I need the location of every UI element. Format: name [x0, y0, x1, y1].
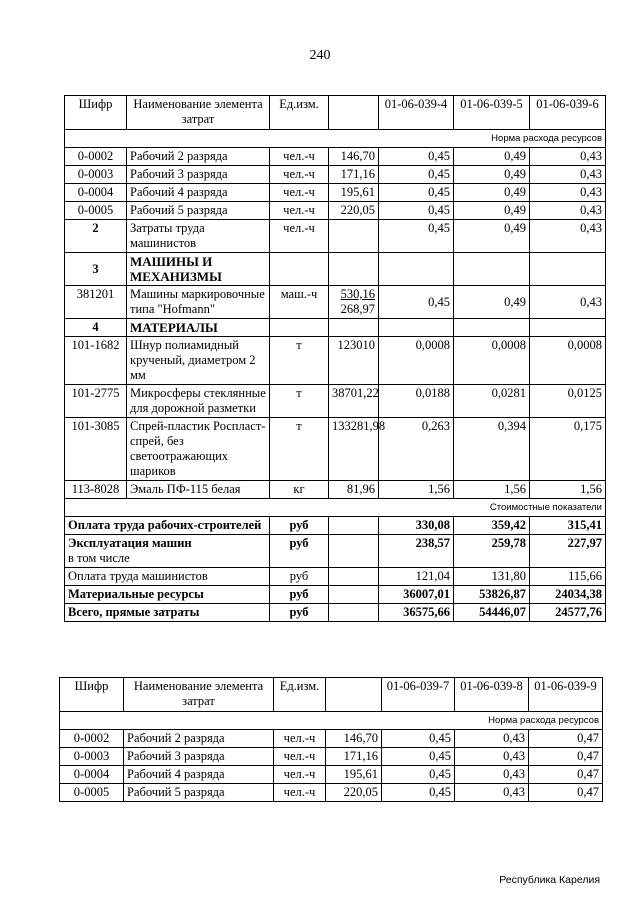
row-code: 0-0002 — [65, 148, 127, 166]
row-value-1: 0,45 — [379, 148, 454, 166]
table-row — [65, 481, 606, 499]
cost-unit: руб — [270, 604, 329, 622]
table-row — [60, 766, 603, 784]
row-unit: чел.-ч — [274, 748, 326, 766]
row-unit: чел.-ч — [270, 148, 329, 166]
row-code: 101-3085 — [65, 418, 127, 481]
cost-row — [65, 517, 606, 535]
cost-value-2: 359,42 — [454, 517, 530, 535]
footer-region: Республика Карелия — [499, 874, 600, 886]
row-unit: т — [270, 385, 329, 418]
cost-name: Оплата труда рабочих-строителей — [65, 517, 270, 535]
row-value-1: 0,45 — [382, 730, 455, 748]
table-row — [60, 730, 603, 748]
row-value-3: 0,47 — [529, 766, 603, 784]
cost-value-3: 24034,38 — [530, 586, 606, 604]
row-value-1: 0,0188 — [379, 385, 454, 418]
row-unit: чел.-ч — [270, 184, 329, 202]
row-value-1: 1,56 — [379, 481, 454, 499]
row-unit: чел.-ч — [270, 202, 329, 220]
table-header — [65, 96, 606, 130]
row-price: 171,16 — [329, 166, 379, 184]
section-row — [65, 319, 606, 337]
row-code: 101-2775 — [65, 385, 127, 418]
cost-value-2: 131,80 — [454, 568, 530, 586]
row-value-2: 0,49 — [454, 286, 530, 319]
row-value-2: 0,0008 — [454, 337, 530, 385]
cost-unit: руб — [270, 586, 329, 604]
row-unit: чел.-ч — [274, 784, 326, 802]
row-value-2: 0,394 — [454, 418, 530, 481]
cost-name-text: Эксплуатация машин — [68, 536, 192, 550]
cost-value-3: 115,66 — [530, 568, 606, 586]
cost-unit: руб — [270, 535, 329, 568]
row-code: 0-0002 — [60, 730, 124, 748]
row-value-3: 0,43 — [530, 220, 606, 253]
row-code: 0-0005 — [60, 784, 124, 802]
row-price: 195,61 — [326, 766, 382, 784]
cost-value-3: 227,97 — [530, 535, 606, 568]
row-value-3: 1,56 — [530, 481, 606, 499]
row-price — [329, 286, 379, 319]
row-value-1: 0,45 — [379, 202, 454, 220]
header-col-2: 01-06-039-8 — [455, 678, 529, 712]
row-price: 133281,98 — [329, 418, 379, 481]
row-name: Рабочий 2 разряда — [124, 730, 274, 748]
row-unit: т — [270, 337, 329, 385]
header-code: Шифр — [60, 678, 124, 712]
row-value-2: 0,49 — [454, 166, 530, 184]
table-row — [60, 784, 603, 802]
row-value-2: 0,43 — [455, 730, 529, 748]
row-code: 0-0005 — [65, 202, 127, 220]
row-value-3: 0,47 — [529, 730, 603, 748]
row-value-1: 0,45 — [382, 748, 455, 766]
table-row — [65, 286, 606, 319]
row-price: 220,05 — [326, 784, 382, 802]
cost-label: Стоимостные показатели — [65, 499, 606, 517]
row-code: 0-0004 — [65, 184, 127, 202]
table-row — [65, 418, 606, 481]
table-row — [65, 220, 606, 253]
cost-value-1: 121,04 — [379, 568, 454, 586]
cost-value-3: 24577,76 — [530, 604, 606, 622]
row-price — [329, 220, 379, 253]
row-value-1: 0,45 — [382, 766, 455, 784]
cost-value-2: 54446,07 — [454, 604, 530, 622]
row-value-3: 0,43 — [530, 286, 606, 319]
row-value-1: 0,45 — [379, 184, 454, 202]
table-row — [65, 202, 606, 220]
row-name: Спрей-пластик Роспласт-спрей, без светоотражающих шариков — [127, 418, 270, 481]
table-row — [65, 184, 606, 202]
cost-row — [65, 535, 606, 568]
resource-table-2 — [59, 677, 603, 802]
row-price: 146,70 — [326, 730, 382, 748]
row-name: Затраты труда машинистов — [127, 220, 270, 253]
cost-row — [65, 568, 606, 586]
header-col-3: 01-06-039-6 — [530, 96, 606, 130]
row-name: Рабочий 3 разряда — [124, 748, 274, 766]
row-price: 81,96 — [329, 481, 379, 499]
header-price — [326, 678, 382, 712]
row-value-3: 0,43 — [530, 148, 606, 166]
header-unit: Ед.изм. — [274, 678, 326, 712]
row-value-2: 0,43 — [455, 766, 529, 784]
row-value-2: 0,49 — [454, 202, 530, 220]
cost-value-1: 36007,01 — [379, 586, 454, 604]
row-name: Рабочий 2 разряда — [127, 148, 270, 166]
row-unit: чел.-ч — [270, 220, 329, 253]
row-value-2: 1,56 — [454, 481, 530, 499]
row-value-3: 0,43 — [530, 166, 606, 184]
header-unit: Ед.изм. — [270, 96, 329, 130]
row-name: Рабочий 4 разряда — [127, 184, 270, 202]
table-row — [65, 148, 606, 166]
row-name: Рабочий 3 разряда — [127, 166, 270, 184]
section-code: 3 — [65, 253, 127, 286]
row-value-2: 0,0281 — [454, 385, 530, 418]
norm-label-row — [60, 712, 603, 730]
cost-unit: руб — [270, 568, 329, 586]
row-unit: маш.-ч — [270, 286, 329, 319]
row-price: 123010 — [329, 337, 379, 385]
row-price: 195,61 — [329, 184, 379, 202]
cost-value-1: 238,57 — [379, 535, 454, 568]
header-col-1: 01-06-039-4 — [379, 96, 454, 130]
row-name: Эмаль ПФ-115 белая — [127, 481, 270, 499]
row-value-3: 0,43 — [530, 184, 606, 202]
row-value-3: 0,47 — [529, 748, 603, 766]
cost-unit: руб — [270, 517, 329, 535]
row-code: 381201 — [65, 286, 127, 319]
cost-row — [65, 604, 606, 622]
cost-value-2: 259,78 — [454, 535, 530, 568]
cost-subnote: в том числе — [68, 551, 130, 565]
row-name: Рабочий 4 разряда — [124, 766, 274, 784]
row-value-1: 0,45 — [379, 166, 454, 184]
cost-value-2: 53826,87 — [454, 586, 530, 604]
row-code: 113-8028 — [65, 481, 127, 499]
table-row — [65, 337, 606, 385]
row-name: Микросферы стеклянные для дорожной разметки — [127, 385, 270, 418]
norm-label: Норма расхода ресурсов — [65, 130, 606, 148]
row-code: 0-0004 — [60, 766, 124, 784]
header-code: Шифр — [65, 96, 127, 130]
price-numerator: 530,16 — [340, 287, 375, 301]
row-value-3: 0,0125 — [530, 385, 606, 418]
row-value-3: 0,47 — [529, 784, 603, 802]
resource-table-1 — [64, 95, 606, 622]
header-name: Наименование элемента затрат — [127, 96, 270, 130]
cost-label-row — [65, 499, 606, 517]
cost-value-1: 330,08 — [379, 517, 454, 535]
row-unit: чел.-ч — [274, 766, 326, 784]
cost-name: Всего, прямые затраты — [65, 604, 270, 622]
table-row — [60, 748, 603, 766]
row-name: Шнур полиамидный крученый, диаметром 2 мм — [127, 337, 270, 385]
row-value-2: 0,43 — [455, 784, 529, 802]
section-code: 4 — [65, 319, 127, 337]
row-value-1: 0,263 — [379, 418, 454, 481]
norm-label-row — [65, 130, 606, 148]
row-price: 171,16 — [326, 748, 382, 766]
cost-name: Оплата труда машинистов — [65, 568, 270, 586]
section-title: МАШИНЫ И МЕХАНИЗМЫ — [127, 253, 270, 286]
row-name: Рабочий 5 разряда — [127, 202, 270, 220]
header-price — [329, 96, 379, 130]
row-value-2: 0,49 — [454, 148, 530, 166]
price-denominator: 268,97 — [340, 302, 375, 316]
row-value-3: 0,0008 — [530, 337, 606, 385]
norm-label: Норма расхода ресурсов — [60, 712, 603, 730]
cost-value-3: 315,41 — [530, 517, 606, 535]
row-price: 220,05 — [329, 202, 379, 220]
table-row — [65, 166, 606, 184]
row-name: Машины маркировочные типа "Hofmann" — [127, 286, 270, 319]
row-unit: кг — [270, 481, 329, 499]
header-col-1: 01-06-039-7 — [382, 678, 455, 712]
row-code: 2 — [65, 220, 127, 253]
table-row — [65, 385, 606, 418]
page-number: 240 — [309, 48, 331, 63]
cost-name — [65, 535, 270, 568]
row-price: 38701,22 — [329, 385, 379, 418]
row-code: 0-0003 — [60, 748, 124, 766]
row-value-3: 0,43 — [530, 202, 606, 220]
row-unit: т — [270, 418, 329, 481]
row-value-1: 0,45 — [382, 784, 455, 802]
row-name: Рабочий 5 разряда — [124, 784, 274, 802]
section-row — [65, 253, 606, 286]
row-unit: чел.-ч — [270, 166, 329, 184]
row-value-1: 0,45 — [379, 220, 454, 253]
section-title: МАТЕРИАЛЫ — [127, 319, 270, 337]
cost-value-1: 36575,66 — [379, 604, 454, 622]
row-code: 0-0003 — [65, 166, 127, 184]
row-value-2: 0,49 — [454, 184, 530, 202]
row-value-1: 0,45 — [379, 286, 454, 319]
cost-name: Материальные ресурсы — [65, 586, 270, 604]
row-value-1: 0,0008 — [379, 337, 454, 385]
row-code: 101-1682 — [65, 337, 127, 385]
row-price: 146,70 — [329, 148, 379, 166]
header-col-2: 01-06-039-5 — [454, 96, 530, 130]
row-value-3: 0,175 — [530, 418, 606, 481]
row-unit: чел.-ч — [274, 730, 326, 748]
table-header — [60, 678, 603, 712]
header-name: Наименование элемента затрат — [124, 678, 274, 712]
row-value-2: 0,43 — [455, 748, 529, 766]
row-value-2: 0,49 — [454, 220, 530, 253]
cost-row — [65, 586, 606, 604]
header-col-3: 01-06-039-9 — [529, 678, 603, 712]
